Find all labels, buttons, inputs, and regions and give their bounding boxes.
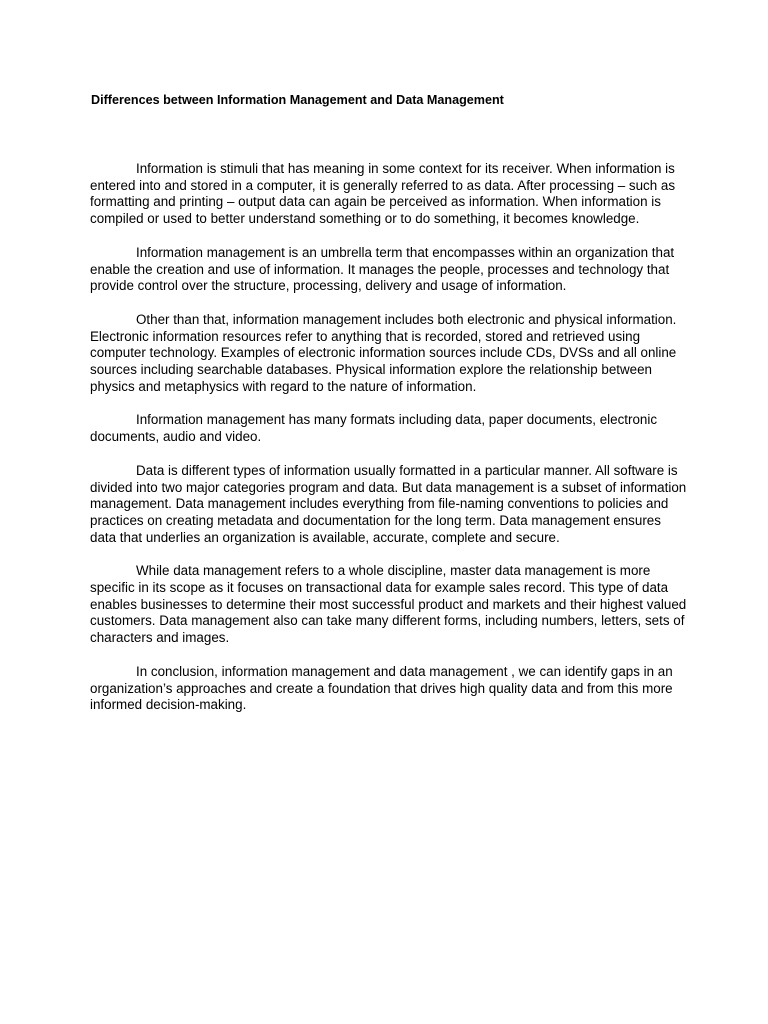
paragraph-1: Information is stimuli that has meaning in some context for its receiver. When information is entered into and stored in a computer, it is generally referred to as data. After processing – such as formatting and printing – output data can again be perceived as information. When information is compiled or used to better understand something or to do something, it becomes knowledge. <box>90 161 676 227</box>
paragraph-3: Other than that, information management includes both electronic and physical information. Electronic information resources refer to anything that is recorded, stored and retrieved using computer technology. Examples of electronic information sources include CDs, DVSs and all online sources including searchable databases. Physical information explore the relationship between physics and metaphysics with regard to the nature of information. <box>90 311 677 394</box>
paragraph-5: Data is different types of information usually formatted in a particular manner. All software is divided into two major categories program and data. But data management is a subset of information management. Data management includes everything from file-naming conventions to policies and practices on creating metadata and documentation for the long term. Data management ensures data that underlies an organization is available, accurate, complete and secure. <box>90 462 687 545</box>
document-body <box>90 161 690 731</box>
paragraph-6: While data management refers to a whole discipline, master data management is more specific in its scope as it focuses on transactional data for example sales record. This type of data enables businesses to determine their most successful product and markets and their highest valued customers. Data management also can take many different forms, including numbers, letters, sets of characters and images. <box>90 563 687 646</box>
paragraph-4: Information management has many formats including data, paper documents, electronic documents, audio and video. <box>90 412 658 445</box>
paragraph-7: In conclusion, information management and data management , we can identify gaps in an organization’s approaches and create a foundation that drives high quality data and from this more informed decision-making. <box>90 663 673 713</box>
paragraph-2: Information management is an umbrella term that encompasses within an organization that enable the creation and use of information. It manages the people, processes and technology that provide control over the structure, processing, delivery and usage of information. <box>90 244 675 294</box>
document-title: Differences between Information Management and Data Management <box>91 93 504 107</box>
